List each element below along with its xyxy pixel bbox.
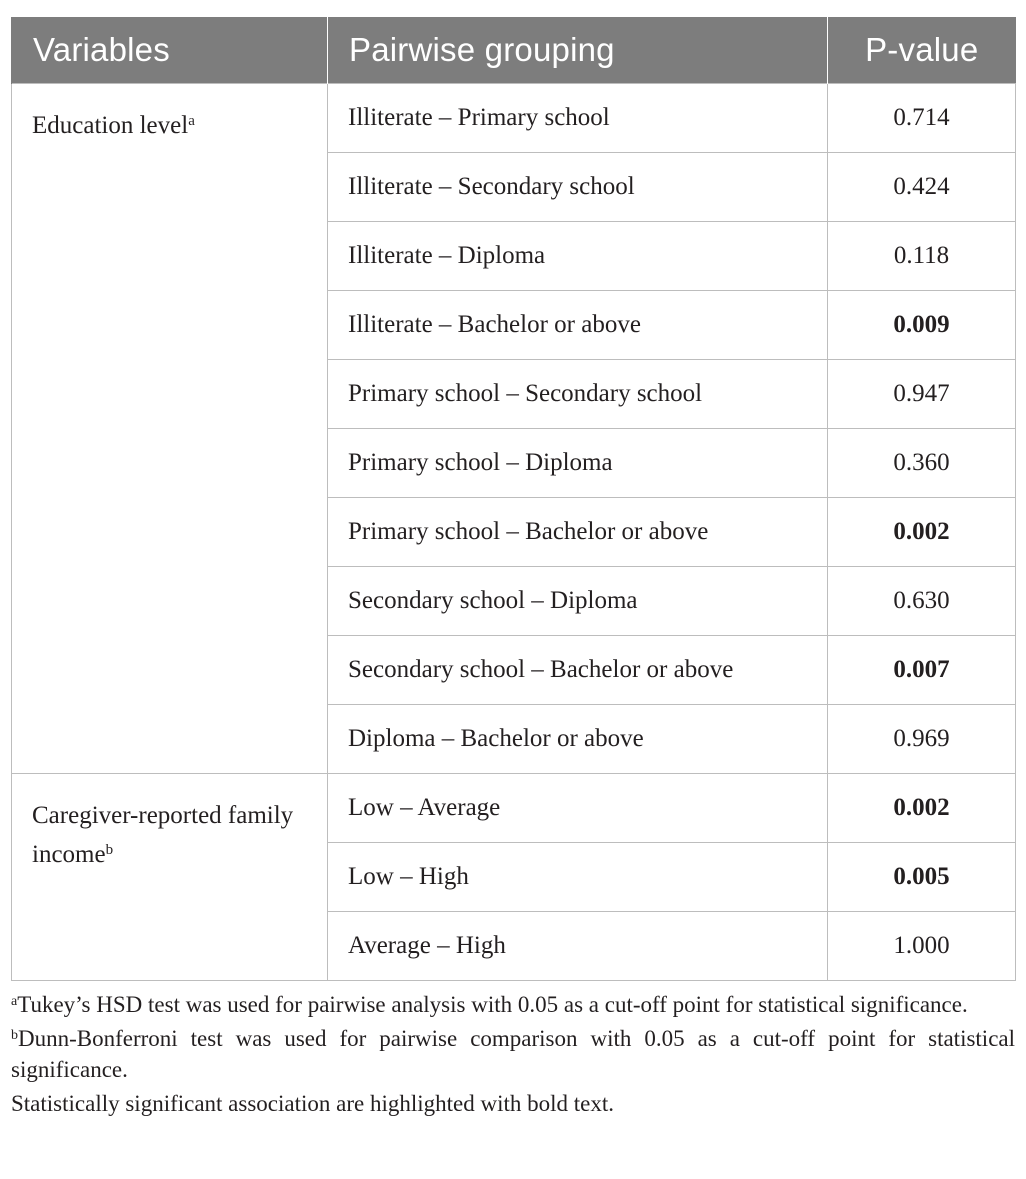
- variable-label: Education level: [32, 112, 189, 139]
- variable-label: Caregiver-reported family income: [32, 802, 294, 868]
- p-value-cell: 0.424: [828, 153, 1016, 222]
- table-container: [11, 17, 1015, 1122]
- variable-cell: [12, 774, 328, 981]
- pairwise-grouping-cell: Illiterate – Primary school: [328, 84, 828, 153]
- footnote: [11, 1088, 1015, 1119]
- p-value-cell: 0.118: [828, 222, 1016, 291]
- table-header: [12, 17, 1016, 84]
- p-value-cell-significant: 0.007: [828, 636, 1016, 705]
- header-pairwise-grouping: Pairwise grouping: [328, 17, 828, 84]
- footnote-marker: b: [105, 842, 114, 858]
- pairwise-grouping-cell: Illiterate – Secondary school: [328, 153, 828, 222]
- variable-cell: [12, 84, 328, 774]
- pairwise-grouping-cell: Low – Average: [328, 774, 828, 843]
- p-value-cell: 0.630: [828, 567, 1016, 636]
- pairwise-grouping-cell: Secondary school – Diploma: [328, 567, 828, 636]
- pairwise-grouping-cell: Primary school – Secondary school: [328, 360, 828, 429]
- footnote-text: Tukey’s HSD test was used for pairwise analysis with 0.05 as a cut-off point for statistical significance.: [17, 992, 968, 1017]
- footnote: [11, 1023, 1015, 1085]
- pairwise-grouping-cell: Secondary school – Bachelor or above: [328, 636, 828, 705]
- footnote-text: Dunn-Bonferroni test was used for pairwise comparison with 0.05 as a cut-off point for statistical significance.: [11, 1026, 1015, 1082]
- header-row: [12, 17, 1016, 84]
- p-value-cell: 0.969: [828, 705, 1016, 774]
- p-value-cell: 0.714: [828, 84, 1016, 153]
- pairwise-grouping-cell: Primary school – Diploma: [328, 429, 828, 498]
- footnote: [11, 989, 1015, 1020]
- p-value-cell: 0.947: [828, 360, 1016, 429]
- pairwise-grouping-cell: Low – High: [328, 843, 828, 912]
- pairwise-grouping-cell: Average – High: [328, 912, 828, 981]
- pairwise-grouping-cell: Diploma – Bachelor or above: [328, 705, 828, 774]
- p-value-cell: 1.000: [828, 912, 1016, 981]
- table-row: [12, 84, 1016, 153]
- footnote-text: Statistically significant association are highlighted with bold text.: [11, 1091, 614, 1116]
- p-value-cell-significant: 0.009: [828, 291, 1016, 360]
- table-body: [12, 84, 1016, 981]
- table-footnotes: [11, 989, 1015, 1119]
- p-value-cell: 0.360: [828, 429, 1016, 498]
- footnote-marker: b: [11, 1028, 18, 1043]
- footnote-marker: a: [11, 994, 18, 1009]
- p-value-cell-significant: 0.002: [828, 498, 1016, 567]
- p-value-cell-significant: 0.005: [828, 843, 1016, 912]
- table-row: [12, 774, 1016, 843]
- pairwise-grouping-cell: Illiterate – Bachelor or above: [328, 291, 828, 360]
- header-variables: Variables: [12, 17, 328, 84]
- pairwise-grouping-cell: Primary school – Bachelor or above: [328, 498, 828, 567]
- footnote-marker: a: [188, 113, 195, 129]
- pairwise-grouping-cell: Illiterate – Diploma: [328, 222, 828, 291]
- header-p-value: P-value: [828, 17, 1016, 84]
- p-value-cell-significant: 0.002: [828, 774, 1016, 843]
- pairwise-comparison-table: [11, 17, 1016, 981]
